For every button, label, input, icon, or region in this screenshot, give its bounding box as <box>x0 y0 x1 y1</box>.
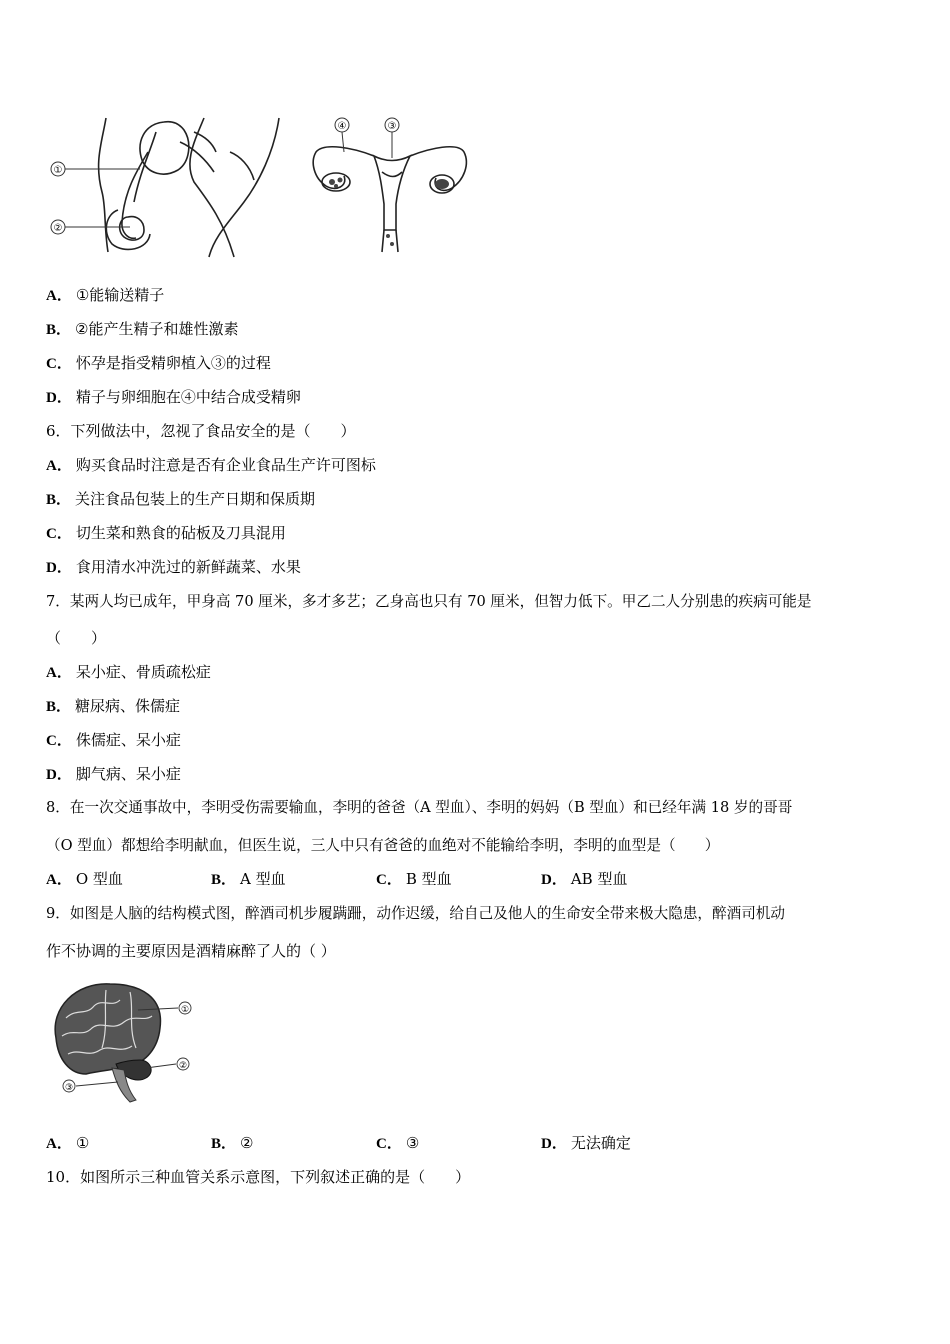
q5-option-d: D． 精子与卵细胞在④中结合成受精卵 <box>46 388 301 406</box>
q6-option-b: B． 关注食品包装上的生产日期和保质期 <box>46 490 316 508</box>
q6-option-a: A． 购买食品时注意是否有企业食品生产许可图标 <box>46 456 376 474</box>
q8-option-a: A． O 型血 <box>46 870 123 888</box>
q5-option-c: C． 怀孕是指受精卵植入③的过程 <box>46 354 271 372</box>
q8-option-d: D． AB 型血 <box>541 870 628 888</box>
q10-stem: 10．如图所示三种血管关系示意图，下列叙述正确的是（ ） <box>46 1168 471 1186</box>
q9-option-d: D． 无法确定 <box>541 1134 631 1152</box>
q7-option-b: B． 糖尿病、侏儒症 <box>46 697 181 715</box>
q9-stem-line1: 9．如图是人脑的结构模式图，醉酒司机步履蹒跚，动作迟缓，给自己及他人的生命安全带来极大隐患，醉酒司机动 <box>46 905 785 922</box>
brain-label-2: ② <box>178 1061 188 1071</box>
brain-label-1: ① <box>180 1005 190 1015</box>
q7-stem-line1: 7．某两人均已成年，甲身高 70 厘米，多才多艺；乙身高也只有 70 厘米，但智力低下。甲乙二人分别患的疾病可能是 <box>46 593 812 610</box>
brain-figure <box>46 978 196 1108</box>
q9-option-c: C． ③ <box>376 1134 420 1152</box>
q8-option-c: C． B 型血 <box>376 870 452 888</box>
q8-stem-line1: 8．在一次交通事故中，李明受伤需要输血，李明的爸爸（A 型血）、李明的妈妈（B 型血）和已经年满 18 岁的哥哥 <box>46 799 793 816</box>
q8-stem-line2: （O 型血）都想给李明献血，但医生说，三人中只有爸爸的血绝对不能输给李明，李明的血型是（ ） <box>46 837 720 854</box>
reproductive-systems-figure <box>44 112 474 262</box>
reproductive-diagram <box>44 112 474 262</box>
brain-label-3: ③ <box>64 1083 74 1093</box>
q6-option-c: C． 切生菜和熟食的砧板及刀具混用 <box>46 524 286 542</box>
q9-stem-line2: 作不协调的主要原因是酒精麻醉了人的（ ） <box>46 942 336 960</box>
female-label-4: ④ <box>337 121 347 132</box>
q5-option-b: B． ②能产生精子和雄性激素 <box>46 320 239 338</box>
q5-option-a: A． ①能输送精子 <box>46 286 165 304</box>
female-label-3: ③ <box>387 121 397 132</box>
brain-diagram <box>46 978 196 1108</box>
q6-stem: 6．下列做法中，忽视了食品安全的是（ ） <box>46 422 356 440</box>
q6-option-d: D． 食用清水冲洗过的新鲜蔬菜、水果 <box>46 558 301 576</box>
q7-stem-line2: （ ） <box>46 629 107 647</box>
q7-option-c: C． 侏儒症、呆小症 <box>46 731 181 749</box>
q8-option-b: B． A 型血 <box>211 870 286 888</box>
q7-option-a: A． 呆小症、骨质疏松症 <box>46 663 211 681</box>
male-label-2: ② <box>53 223 63 234</box>
q9-option-a: A． ① <box>46 1134 90 1152</box>
q7-option-d: D． 脚气病、呆小症 <box>46 765 181 783</box>
male-label-1: ① <box>53 165 63 176</box>
q9-option-b: B． ② <box>211 1134 254 1152</box>
